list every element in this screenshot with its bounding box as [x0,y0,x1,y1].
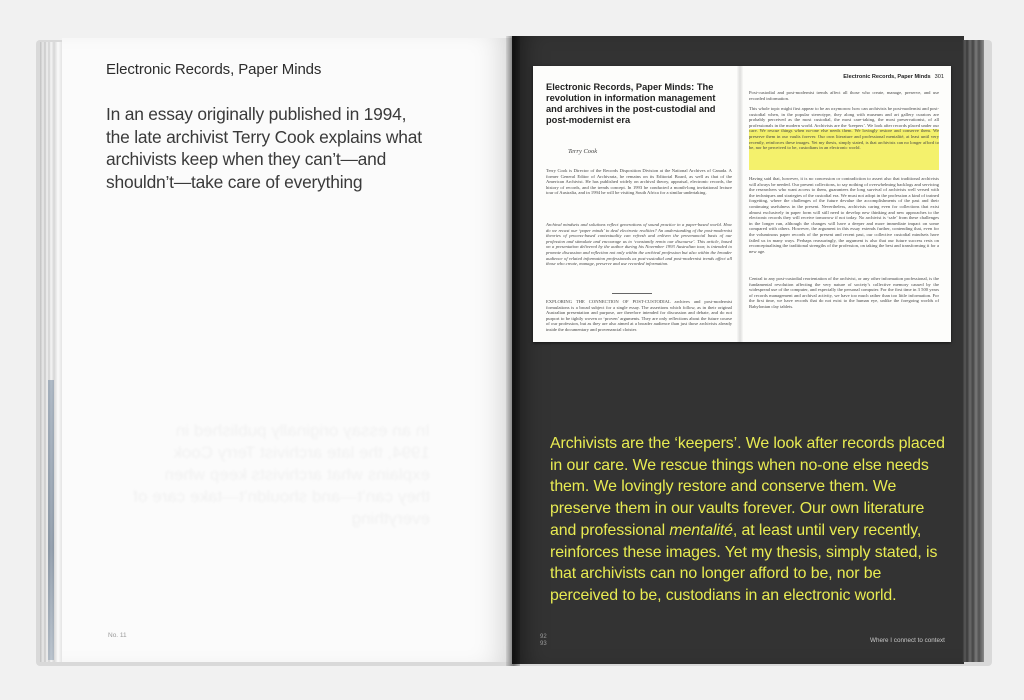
reproduced-title: Electronic Records, Paper Minds: The revolution in information management and archives in the post-custodial and post-modernist era [546,82,716,125]
reproduced-divider [612,293,652,294]
issue-number: No. 11 [108,632,127,639]
left-edge-stripe [48,380,54,660]
reproduced-running-head [840,74,944,80]
reproduced-body-right-4: Central to any post-custodial reorientation of the archivist, or any other information professional, is the fundamental revolution affecting the very nature of society’s collective memory caused by the widespread use of the computer, and especially the personal computer. For the first time in 3 500 years of records management and archival activity, we have too much rather than too little information. For the first time, we have records that do not exist to the human eye, unlike the foregoing worlds of Babylonian clay tablets. [749,276,939,309]
reproduced-body-left: EXPLORING THE CONNECTION OF POST-CUSTODIAL archives and post-modernist formulations is a broad subject for a single essay. The assertions which follow, as in their original Australian presentation and purpose, are therefore intended for discussion and debate, and do not purport to be tightly woven or ‘proven’ arguments. They are only reflections about the future course of our profession, but as they are also aimed at a broader audience than just those archivists already inside the documentary and provenancial cloister. [546,299,732,332]
pull-quote [550,433,950,607]
reproduced-spread-gutter [737,66,743,342]
article-title: Electronic Records, Paper Minds [106,61,322,78]
show-through-text [130,420,430,530]
reproduced-bio: Terry Cook is Director of the Records Disposition Division at the National Archives of Canada. A former General Editor of Archivaria, he remains on its Editorial Board, as well as that of the American Archivist. He has published widely on archival theory, appraisal, electronic records, the history of records, and the trends concept. In 1993 he conducted a month-long invitational lecture tour of Australia, and in 1994 he will be visiting South Africa for a similar undertaking. [546,168,732,196]
reproduced-body-right-1: Post-custodial and post-modernist trends affect all those who create, manage, preserve, and use recorded information. [749,90,939,101]
book-gutter [506,36,520,666]
pull-quote-part-1: Archivists are the ‘keepers’. We look after records placed in our care. We rescue things when no-one else needs them. We lovingly restore and conserve them. We preserve them in our vaults forever. Our own literature and professional [550,435,945,539]
pull-quote-part-2: , at least until very recently, reinforces these images. Yet my thesis, simply stated, is that archivists can no longer afford to be, nor be perceived to be, custodians in an electronic world. [550,521,938,604]
right-page-edges [962,40,984,662]
running-head-title: Electronic Records, Paper Minds [843,74,931,80]
article-intro: In an essay originally published in 1994, the late archivist Terry Cook explains what archivists keep when they can’t—and shouldn’t—take care of everything [106,104,422,192]
running-head-page: 301 [934,74,944,80]
page-numbers [540,634,547,648]
reproduced-body-right-2: This whole topic might first appear to be an oxymoron: how can archivists be post-modernist and post-custodial when, in the popular stereotype, they along with museum and art gallery curators are probably perceived as the most custodial, the most care-taking, the most preservationist, of all professionals in the modern world. Archivists are the ‘keepers’. We look after records placed under our care. We rescue things when no-one else needs them. We lovingly restore and conserve them. We preserve them in our vaults forever. Our own literature and professional mentalité, at least until very recently, reinforces these images. Yet my thesis, simply stated, is that archivists can no longer afford to be, nor be perceived to be, custodians in an electronic world. [749,106,939,151]
page-number-left: 92 [540,634,547,640]
reproduced-abstract: Archival mindsets and solutions reflect generations of sound practice in a paper-based world. How do we recast our ‘paper minds’ to deal electronic realities? An understanding of the post-modernist theories of process-based contextuality can refresh and enliven the provenancial basis of our profession and stimulate and encourage us to ‘constantly remix our discourse’. This article, based on a presentation delivered by the author during his November 1993 Australian tour, is intended to promote discussion and reflection not only within the archival profession but also within the broader audience of related information professionals as post-custodial and post-modernist trends affect all those who create, manage, preserve and use recorded information. [546,222,732,267]
pull-quote-italic: mentalité [669,521,733,539]
reproduced-body-right-3: Having said that, however, it is no concession or contradiction to assert also that traditional archivists will always be needed. Our present collections, to say nothing of overwhelming backlogs and servicing the researchers who want access to them, guarantees the long survival of archivists well versed with the techniques and strategies of the custodial era. We must not adopt in the profession a kind of trained forgetting, where the challenges of the future devalue the accomplishments of the past and their continuing usefulness in the present. Nevertheless, archivists caring even for collections that exist almost exclusively in paper form will still need to develop new thinking and new approaches to the electronic records they will receive tomorrow if not today. No archivist is ‘safe’ from these challenges in the longer run, although the changes will have a deeper and more immediate impact on some compared with others. However, the argument in this essay extends further, contending that, even for the voluminous paper records of the present and recent past, our collective custodial mindsets have failed us in many ways. Perhaps reassuringly, the argument is also that our future success rests on reconceptualising the traditional strengths of the profession, on taking the best and transforming it for a new age. [749,176,939,254]
page-number-right: 93 [540,641,547,647]
reproduced-author: Terry Cook [568,148,598,155]
section-footer: Where I connect to context [870,637,945,644]
